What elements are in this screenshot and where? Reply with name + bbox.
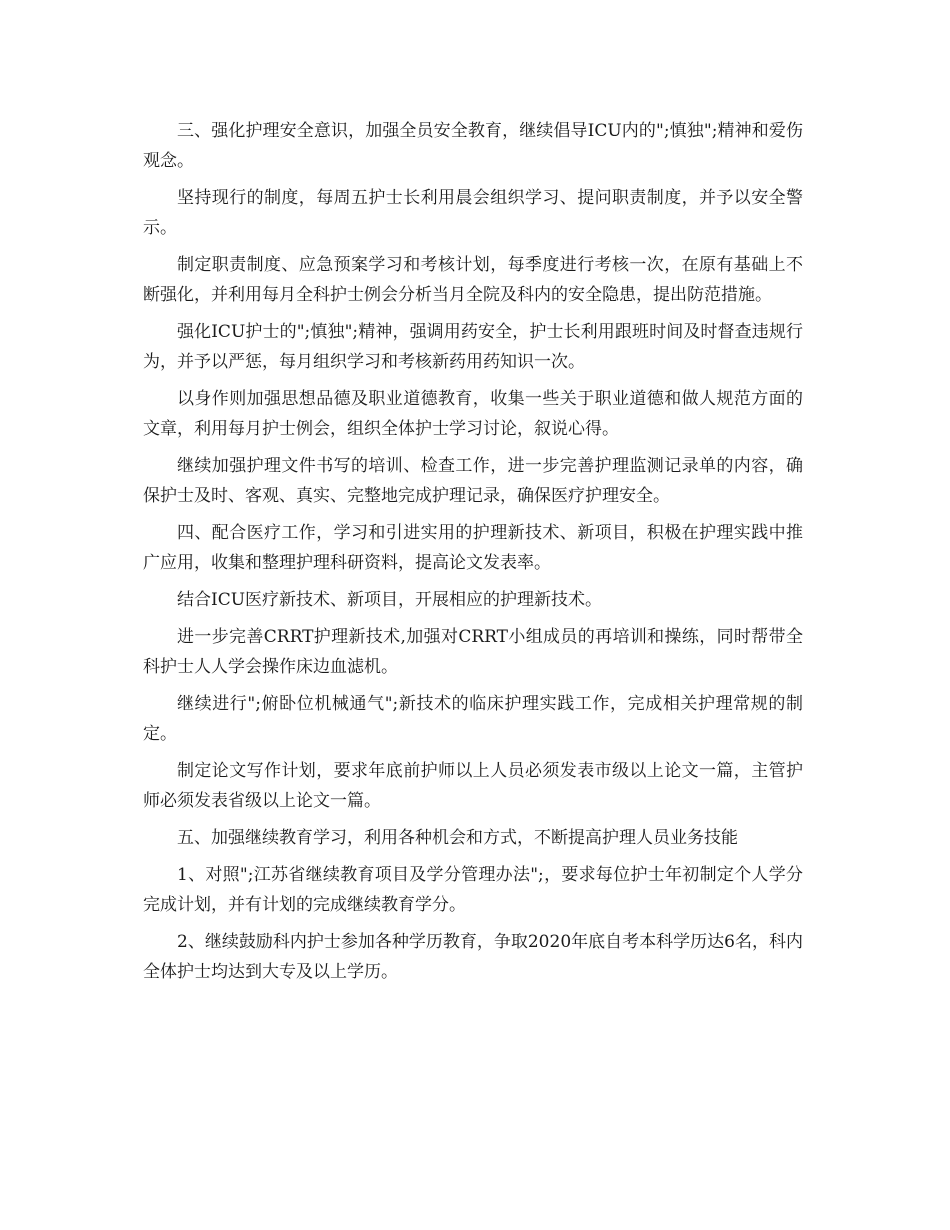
paragraph-3: 制定职责制度、应急预案学习和考核计划，每季度进行考核一次，在原有基础上不断强化，并利用每月全科护士例会分析当月全院及科内的安全隐患，提出防范措施。: [143, 255, 803, 305]
paragraph-7: 四、配合医疗工作，学习和引进实用的护理新技术、新项目，积极在护理实践中推广应用，收集和整理护理科研资料，提高论文发表率。: [143, 523, 803, 573]
paragraph-5: 以身作则加强思想品德及职业道德教育，收集一些关于职业道德和做人规范方面的文章，利用每月护士例会，组织全体护士学习讨论，叙说心得。: [143, 389, 803, 439]
paragraph-2: 坚持现行的制度，每周五护士长利用晨会组织学习、提问职责制度，并予以安全警示。: [143, 188, 803, 238]
paragraph-9: 进一步完善CRRT护理新技术,加强对CRRT小组成员的再培训和操练，同时帮带全科护士人人学会操作床边血滤机。: [143, 627, 803, 677]
document-body: [143, 116, 803, 994]
paragraph-1: 三、强化护理安全意识，加强全员安全教育，继续倡导ICU内的";慎独";精神和爱伤观念。: [143, 121, 803, 171]
paragraph-10: 继续进行";俯卧位机械通气";新技术的临床护理实践工作，完成相关护理常规的制定。: [143, 694, 803, 744]
paragraph-12: 五、加强继续教育学习，利用各种机会和方式，不断提高护理人员业务技能: [177, 828, 738, 848]
paragraph-8: 结合ICU医疗新技术、新项目，开展相应的护理新技术。: [177, 590, 603, 610]
paragraph-11: 制定论文写作计划，要求年底前护师以上人员必须发表市级以上论文一篇，主管护师必须发表省级以上论文一篇。: [143, 761, 803, 811]
paragraph-13: 1、对照";江苏省继续教育项目及学分管理办法";，要求每位护士年初制定个人学分完成计划，并有计划的完成继续教育学分。: [143, 865, 803, 915]
paragraph-4: 强化ICU护士的";慎独";精神，强调用药安全，护士长利用跟班时间及时督查违规行为，并予以严惩，每月组织学习和考核新药用药知识一次。: [143, 322, 803, 372]
paragraph-6: 继续加强护理文件书写的培训、检查工作，进一步完善护理监测记录单的内容，确保护士及时、客观、真实、完整地完成护理记录，确保医疗护理安全。: [143, 456, 803, 506]
paragraph-14: 2、继续鼓励科内护士参加各种学历教育，争取2020年底自考本科学历达6名，科内全体护士均达到大专及以上学历。: [143, 932, 803, 982]
